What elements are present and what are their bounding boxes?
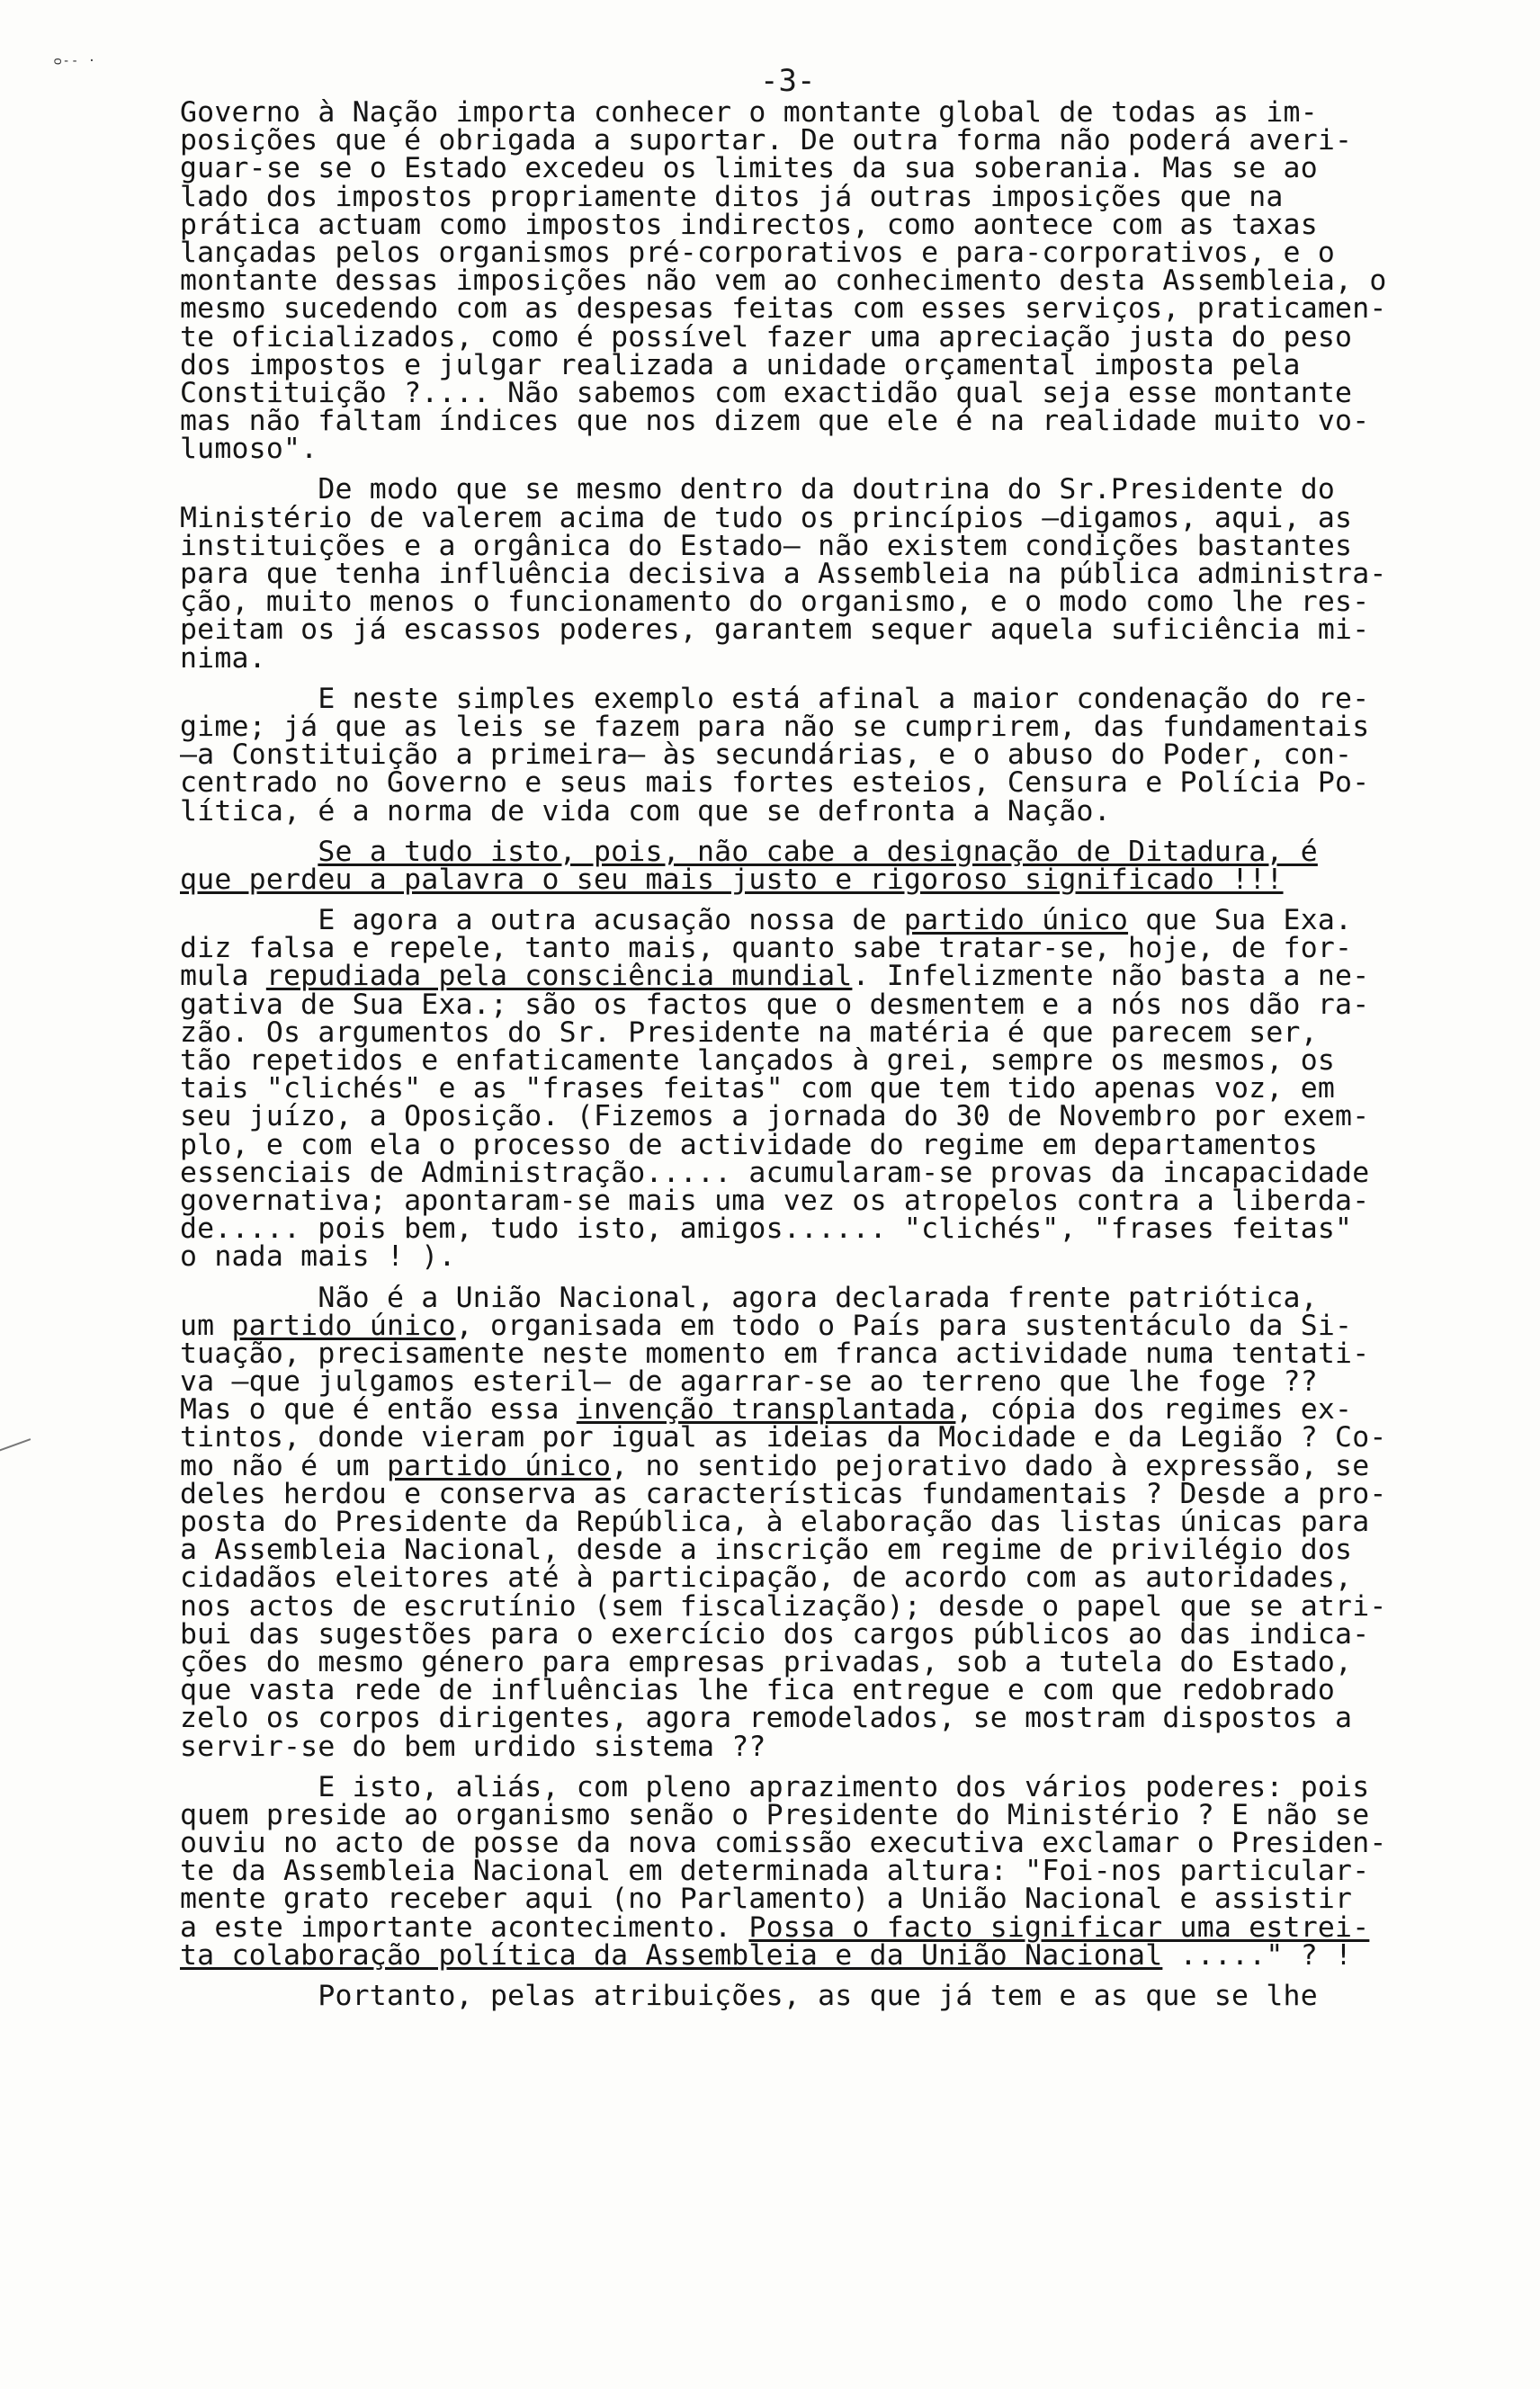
paragraph	[180, 1281, 1439, 1763]
text-line: essenciais de Administração..... acumularam-se provas da incapacidade	[180, 1156, 1370, 1189]
text-line: te da Assembleia Nacional em determinada altura: "Foi-nos particular-	[180, 1855, 1370, 1888]
text-line: mo não é um partido único, no sentido pejorativo dado à expressão, se	[180, 1449, 1370, 1482]
text-line: nima.	[180, 641, 266, 675]
text-line: posta do Presidente da República, à elaboração das listas únicas para	[180, 1506, 1370, 1538]
text-line: Ministério de valerem acima de tudo os princípios —digamos, aqui, as	[180, 501, 1353, 534]
paragraph	[180, 473, 1439, 675]
text-line: Portanto, pelas atribuições, as que já tem e as que se lhe	[180, 1980, 1318, 2012]
text-line: ções do mesmo género para empresas privadas, sob a tutela do Estado,	[180, 1645, 1353, 1678]
text-line: gativa de Sua Exa.; são os factos que o desmentem e a nós nos dão ra-	[180, 988, 1370, 1021]
text-line: zelo os corpos dirigentes, agora remodelados, se mostram dispostos a	[180, 1702, 1353, 1735]
text-line: lançadas pelos organismos pré-corporativos e para-corporativos, e o	[180, 236, 1336, 269]
text-line: que perdeu a palavra o seu mais justo e rigoroso significado !!!	[180, 863, 1284, 896]
text-line: —a Constituição a primeira— às secundárias, e o abuso do Poder, con-	[180, 738, 1353, 772]
text-line: peitam os já escassos poderes, garantem sequer aquela suficiência mi-	[180, 613, 1370, 647]
text-line: servir-se do bem urdido sistema ??	[180, 1730, 766, 1763]
text-line: tuação, precisamente neste momento em franca actividade numa tentati-	[180, 1337, 1370, 1370]
paragraph	[180, 904, 1439, 1274]
text-line: Mas o que é então essa invenção transplantada, cópia dos regimes ex-	[180, 1393, 1353, 1427]
text-line: instituições e a orgânica do Estado— não existem condições bastantes	[180, 529, 1353, 562]
text-line: plo, e com ela o processo de actividade do regime em departamentos	[180, 1128, 1318, 1161]
text-line: tintos, donde vieram por igual as ideias da Mocidade e da Legião ? Co-	[180, 1421, 1387, 1454]
text-line: dos impostos e julgar realizada a unidade orçamental imposta pela	[180, 348, 1301, 381]
text-line: mesmo sucedendo com as despesas feitas com esses serviços, praticamen-	[180, 292, 1387, 326]
text-line: prática actuam como impostos indirectos, como aontece com as taxas	[180, 208, 1318, 241]
text-line: Constituição ?.... Não sabemos com exactidão qual seja esse montante	[180, 376, 1353, 409]
text-line: a Assembleia Nacional, desde a inscrição em regime de privilégio dos	[180, 1534, 1353, 1567]
text-line: guar-se se o Estado excedeu os limites da sua soberania. Mas se ao	[180, 152, 1318, 185]
text-line: va —que julgamos esteril— de agarrar-se ao terreno que lhe foge ??	[180, 1365, 1318, 1399]
text-line: Se a tudo isto, pois, não cabe a designação de Ditadura, é	[318, 835, 1318, 868]
text-line: diz falsa e repele, tanto mais, quanto sabe tratar-se, hoje, de for-	[180, 932, 1353, 965]
text-line: seu juízo, a Oposição. (Fizemos a jornada do 30 de Novembro por exem-	[180, 1100, 1370, 1133]
paragraph	[180, 96, 1439, 466]
text-line: lado dos impostos propriamente ditos já outras imposições que na	[180, 180, 1284, 213]
text-line: gime; já que as leis se fazem para não se cumprirem, das fundamentais	[180, 710, 1370, 743]
text-line: Governo à Nação importa conhecer o montante global de todas as im-	[180, 96, 1318, 129]
text-line: um partido único, organisada em todo o País para sustentáculo da Si-	[180, 1309, 1353, 1342]
margin-mark	[0, 1438, 43, 1487]
text-line: deles herdou e conserva as características fundamentais ? Desde a pro-	[180, 1477, 1387, 1510]
text-line: Não é a União Nacional, agora declarada frente patriótica,	[180, 1281, 1318, 1314]
paragraph	[180, 835, 1439, 896]
text-line: cidadãos eleitores até à participação, de acordo com as autoridades,	[180, 1561, 1353, 1595]
text-line: ta colaboração política da Assembleia e da União Nacional ....." ? !	[180, 1938, 1353, 1972]
text-line: a este importante acontecimento. Possa o facto significar uma estrei-	[180, 1910, 1370, 1944]
text-line: o nada mais ! ).	[180, 1240, 456, 1274]
text-line: ouviu no acto de posse da nova comissão executiva exclamar o Presiden-	[180, 1827, 1387, 1860]
text-line: montante dessas imposições não vem ao conhecimento desta Assembleia, o	[180, 264, 1387, 298]
text-line: E neste simples exemplo está afinal a maior condenação do re-	[180, 682, 1370, 715]
text-line: lítica, é a norma de vida com que se defronta a Nação.	[180, 794, 1111, 828]
corner-mark: ᴑ-- ·	[54, 54, 97, 68]
page-number: -3-	[760, 63, 816, 99]
document-body	[180, 96, 1439, 2012]
text-line: zão. Os argumentos do Sr. Presidente na matéria é que parecem ser,	[180, 1016, 1318, 1049]
text-line: te oficializados, como é possível fazer uma apreciação justa do peso	[180, 320, 1353, 353]
text-line: tais "clichés" e as "frases feitas" com que tem tido apenas voz, em	[180, 1072, 1336, 1105]
text-line: mas não faltam índices que nos dizem que ele é na realidade muito vo-	[180, 405, 1370, 438]
paragraph	[180, 1982, 1439, 2010]
paragraph	[180, 1770, 1439, 1972]
text-line: governativa; apontaram-se mais uma vez os atropelos contra a liberda-	[180, 1184, 1370, 1217]
text-line: centrado no Governo e seus mais fortes esteios, Censura e Polícia Po-	[180, 766, 1370, 800]
text-line: que vasta rede de influências lhe fica entregue e com que redobrado	[180, 1674, 1336, 1707]
text-line: quem preside ao organismo senão o Presidente do Ministério ? E não se	[180, 1798, 1370, 1831]
text-line: mente grato receber aqui (no Parlamento) a União Nacional e assistir	[180, 1883, 1353, 1916]
text-line: posições que é obrigada a suportar. De outra forma não poderá averi-	[180, 124, 1353, 157]
text-line: nos actos de escrutínio (sem fiscalização); desde o papel que se atri-	[180, 1589, 1387, 1623]
text-line: ção, muito menos o funcionamento do organismo, e o modo como lhe res-	[180, 586, 1370, 619]
text-line: De modo que se mesmo dentro da doutrina do Sr.Presidente do	[180, 473, 1336, 506]
text-line: mula repudiada pela consciência mundial. Infelizmente não basta a ne-	[180, 960, 1370, 993]
text-line: de..... pois bem, tudo isto, amigos...... "clichés", "frases feitas"	[180, 1212, 1353, 1246]
text-line: lumoso".	[180, 433, 318, 466]
text-line: E agora a outra acusação nossa de partido único que Sua Exa.	[180, 904, 1353, 937]
paragraph	[180, 682, 1439, 828]
text-line: E isto, aliás, com pleno aprazimento dos vários poderes: pois	[180, 1770, 1370, 1803]
text-line: bui das sugestões para o exercício dos cargos públicos ao das indica-	[180, 1617, 1370, 1651]
text-line: tão repetidos e enfaticamente lançados à grei, sempre os mesmos, os	[180, 1044, 1336, 1077]
text-line: para que tenha influência decisiva a Assembleia na pública administra-	[180, 558, 1387, 590]
